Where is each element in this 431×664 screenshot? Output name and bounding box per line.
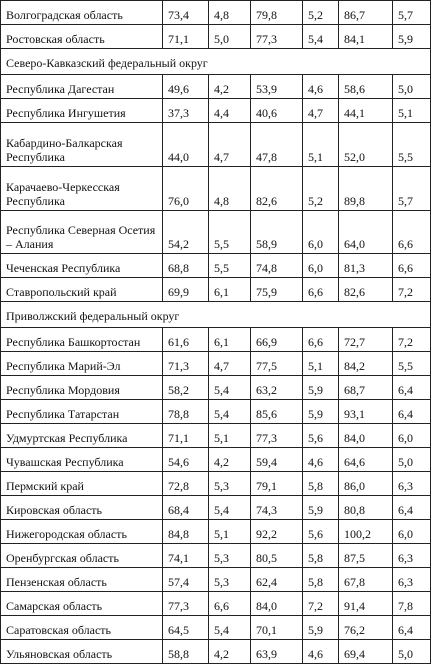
value-cell-5: 100,2 xyxy=(339,520,393,544)
value-cell-5: 84,2 xyxy=(339,352,393,376)
value-cell-5: 69,4 xyxy=(339,640,393,664)
value-cell-2: 6,1 xyxy=(209,278,251,302)
value-cell-4: 4,6 xyxy=(303,75,339,99)
value-cell-6: 7,2 xyxy=(393,278,431,302)
value-cell-5: 58,6 xyxy=(339,75,393,99)
value-cell-3: 77,5 xyxy=(251,352,303,376)
value-cell-5: 64,6 xyxy=(339,448,393,472)
value-cell-4: 6,6 xyxy=(303,278,339,302)
table-row xyxy=(1,424,431,448)
value-cell-5: 87,5 xyxy=(339,544,393,568)
value-cell-2: 4,4 xyxy=(209,99,251,123)
value-cell-3: 82,6 xyxy=(251,167,303,211)
table-row xyxy=(1,75,431,99)
value-cell-6: 5,7 xyxy=(393,1,431,25)
value-cell-6: 6,0 xyxy=(393,520,431,544)
region-name-cell: Ростовская область xyxy=(1,25,163,49)
value-cell-1: 74,1 xyxy=(163,544,209,568)
value-cell-5: 72,7 xyxy=(339,328,393,352)
table-row xyxy=(1,1,431,25)
value-cell-6: 5,0 xyxy=(393,448,431,472)
table-row xyxy=(1,568,431,592)
value-cell-3: 59,4 xyxy=(251,448,303,472)
value-cell-4: 5,4 xyxy=(303,25,339,49)
value-cell-4: 5,1 xyxy=(303,123,339,167)
value-cell-2: 5,0 xyxy=(209,25,251,49)
value-cell-5: 89,8 xyxy=(339,167,393,211)
value-cell-2: 5,4 xyxy=(209,616,251,640)
region-name-cell: Самарская область xyxy=(1,592,163,616)
value-cell-4: 5,6 xyxy=(303,520,339,544)
region-name-cell: Республика Ингушетия xyxy=(1,99,163,123)
region-name-cell: Республика Башкортостан xyxy=(1,328,163,352)
table-row xyxy=(1,167,431,211)
value-cell-6: 6,3 xyxy=(393,568,431,592)
value-cell-3: 80,5 xyxy=(251,544,303,568)
value-cell-6: 6,3 xyxy=(393,472,431,496)
value-cell-2: 4,2 xyxy=(209,75,251,99)
region-name-cell: Ставропольский край xyxy=(1,278,163,302)
value-cell-2: 4,8 xyxy=(209,167,251,211)
value-cell-1: 84,8 xyxy=(163,520,209,544)
value-cell-6: 6,0 xyxy=(393,424,431,448)
value-cell-2: 5,3 xyxy=(209,472,251,496)
table-row xyxy=(1,640,431,664)
value-cell-5: 86,7 xyxy=(339,1,393,25)
value-cell-2: 4,2 xyxy=(209,640,251,664)
region-name-cell: Оренбургская область xyxy=(1,544,163,568)
value-cell-2: 5,1 xyxy=(209,424,251,448)
value-cell-6: 7,2 xyxy=(393,328,431,352)
value-cell-4: 6,6 xyxy=(303,328,339,352)
value-cell-6: 6,4 xyxy=(393,400,431,424)
value-cell-3: 79,1 xyxy=(251,472,303,496)
table-row xyxy=(1,278,431,302)
region-name-cell: Волгоградская область xyxy=(1,1,163,25)
value-cell-1: 72,8 xyxy=(163,472,209,496)
value-cell-4: 5,9 xyxy=(303,400,339,424)
region-name-cell: Республика Татарстан xyxy=(1,400,163,424)
value-cell-2: 4,2 xyxy=(209,448,251,472)
region-name-cell: Чеченская Республика xyxy=(1,254,163,278)
value-cell-2: 5,3 xyxy=(209,544,251,568)
value-cell-1: 68,8 xyxy=(163,254,209,278)
value-cell-6: 5,5 xyxy=(393,352,431,376)
value-cell-5: 64,0 xyxy=(339,211,393,254)
value-cell-4: 4,6 xyxy=(303,448,339,472)
value-cell-3: 85,6 xyxy=(251,400,303,424)
table-row xyxy=(1,472,431,496)
region-name-cell: Чувашская Республика xyxy=(1,448,163,472)
region-name-cell: Ульяновская область xyxy=(1,640,163,664)
value-cell-4: 5,2 xyxy=(303,1,339,25)
value-cell-2: 5,5 xyxy=(209,211,251,254)
value-cell-1: 77,3 xyxy=(163,592,209,616)
value-cell-5: 67,8 xyxy=(339,568,393,592)
region-name-cell: Республика Мордовия xyxy=(1,376,163,400)
value-cell-3: 66,9 xyxy=(251,328,303,352)
region-name-cell: Саратовская область xyxy=(1,616,163,640)
value-cell-4: 5,8 xyxy=(303,568,339,592)
region-name-cell: Пензенская область xyxy=(1,568,163,592)
table-row xyxy=(1,254,431,278)
region-name-cell: Кабардино-Балкарская Республика xyxy=(1,123,163,167)
region-name-cell: Республика Марий-Эл xyxy=(1,352,163,376)
value-cell-5: 68,7 xyxy=(339,376,393,400)
value-cell-2: 6,1 xyxy=(209,328,251,352)
table-row xyxy=(1,448,431,472)
value-cell-2: 6,6 xyxy=(209,592,251,616)
value-cell-1: 78,8 xyxy=(163,400,209,424)
value-cell-3: 53,9 xyxy=(251,75,303,99)
region-name-cell: Кировская область xyxy=(1,496,163,520)
value-cell-1: 54,2 xyxy=(163,211,209,254)
value-cell-5: 76,2 xyxy=(339,616,393,640)
region-name-cell: Карачаево-Черкесская Республика xyxy=(1,167,163,211)
table-row xyxy=(1,616,431,640)
value-cell-2: 5,5 xyxy=(209,254,251,278)
value-cell-2: 5,4 xyxy=(209,400,251,424)
region-name-cell: Удмуртская Республика xyxy=(1,424,163,448)
value-cell-1: 71,3 xyxy=(163,352,209,376)
value-cell-5: 91,4 xyxy=(339,592,393,616)
table-body xyxy=(1,1,431,664)
value-cell-4: 5,2 xyxy=(303,167,339,211)
value-cell-3: 77,3 xyxy=(251,424,303,448)
table-row xyxy=(1,592,431,616)
value-cell-5: 44,1 xyxy=(339,99,393,123)
value-cell-1: 71,1 xyxy=(163,25,209,49)
region-name-cell: Республика Северная Осетия – Алания xyxy=(1,211,163,254)
value-cell-4: 5,9 xyxy=(303,376,339,400)
value-cell-6: 5,9 xyxy=(393,25,431,49)
value-cell-5: 82,6 xyxy=(339,278,393,302)
table-row xyxy=(1,328,431,352)
value-cell-3: 84,0 xyxy=(251,592,303,616)
table-row xyxy=(1,400,431,424)
table-row xyxy=(1,376,431,400)
value-cell-3: 79,8 xyxy=(251,1,303,25)
value-cell-1: 69,9 xyxy=(163,278,209,302)
value-cell-1: 68,4 xyxy=(163,496,209,520)
value-cell-6: 6,6 xyxy=(393,254,431,278)
value-cell-4: 4,6 xyxy=(303,640,339,664)
value-cell-6: 5,1 xyxy=(393,99,431,123)
table-row xyxy=(1,496,431,520)
value-cell-1: 54,6 xyxy=(163,448,209,472)
value-cell-6: 6,3 xyxy=(393,544,431,568)
table-row xyxy=(1,99,431,123)
region-name-cell: Пермский край xyxy=(1,472,163,496)
value-cell-4: 7,2 xyxy=(303,592,339,616)
section-header-row xyxy=(1,302,431,328)
value-cell-2: 5,4 xyxy=(209,376,251,400)
value-cell-6: 5,5 xyxy=(393,123,431,167)
value-cell-2: 4,7 xyxy=(209,123,251,167)
value-cell-1: 58,8 xyxy=(163,640,209,664)
value-cell-4: 5,9 xyxy=(303,616,339,640)
value-cell-1: 61,6 xyxy=(163,328,209,352)
value-cell-3: 74,3 xyxy=(251,496,303,520)
value-cell-2: 4,7 xyxy=(209,352,251,376)
table-row xyxy=(1,25,431,49)
value-cell-2: 5,1 xyxy=(209,520,251,544)
table-row xyxy=(1,544,431,568)
table-row xyxy=(1,123,431,167)
region-name-cell: Нижегородская область xyxy=(1,520,163,544)
section-title: Приволжский федеральный округ xyxy=(1,302,431,328)
value-cell-1: 44,0 xyxy=(163,123,209,167)
value-cell-6: 7,8 xyxy=(393,592,431,616)
value-cell-1: 57,4 xyxy=(163,568,209,592)
value-cell-1: 76,0 xyxy=(163,167,209,211)
table-row xyxy=(1,520,431,544)
table-row xyxy=(1,211,431,254)
value-cell-6: 5,0 xyxy=(393,75,431,99)
region-name-cell: Республика Дагестан xyxy=(1,75,163,99)
value-cell-1: 58,2 xyxy=(163,376,209,400)
value-cell-1: 73,4 xyxy=(163,1,209,25)
value-cell-4: 6,0 xyxy=(303,254,339,278)
value-cell-1: 37,3 xyxy=(163,99,209,123)
section-title: Северо-Кавказский федеральный округ xyxy=(1,49,431,75)
value-cell-5: 80,8 xyxy=(339,496,393,520)
value-cell-4: 5,8 xyxy=(303,472,339,496)
value-cell-6: 5,7 xyxy=(393,167,431,211)
value-cell-3: 74,8 xyxy=(251,254,303,278)
value-cell-6: 6,4 xyxy=(393,376,431,400)
value-cell-3: 77,3 xyxy=(251,25,303,49)
value-cell-4: 5,1 xyxy=(303,352,339,376)
value-cell-3: 58,9 xyxy=(251,211,303,254)
value-cell-4: 4,7 xyxy=(303,99,339,123)
value-cell-3: 63,9 xyxy=(251,640,303,664)
value-cell-5: 86,0 xyxy=(339,472,393,496)
value-cell-3: 63,2 xyxy=(251,376,303,400)
value-cell-3: 62,4 xyxy=(251,568,303,592)
value-cell-5: 93,1 xyxy=(339,400,393,424)
value-cell-2: 5,4 xyxy=(209,496,251,520)
value-cell-4: 6,0 xyxy=(303,211,339,254)
table-row xyxy=(1,352,431,376)
value-cell-2: 4,8 xyxy=(209,1,251,25)
value-cell-3: 47,8 xyxy=(251,123,303,167)
value-cell-1: 64,5 xyxy=(163,616,209,640)
value-cell-2: 5,3 xyxy=(209,568,251,592)
value-cell-1: 71,1 xyxy=(163,424,209,448)
value-cell-5: 84,1 xyxy=(339,25,393,49)
value-cell-4: 5,9 xyxy=(303,496,339,520)
value-cell-5: 84,0 xyxy=(339,424,393,448)
value-cell-6: 6,4 xyxy=(393,496,431,520)
value-cell-3: 40,6 xyxy=(251,99,303,123)
value-cell-5: 81,3 xyxy=(339,254,393,278)
value-cell-6: 5,0 xyxy=(393,640,431,664)
value-cell-3: 75,9 xyxy=(251,278,303,302)
value-cell-6: 6,4 xyxy=(393,616,431,640)
value-cell-3: 70,1 xyxy=(251,616,303,640)
section-header-row xyxy=(1,49,431,75)
value-cell-4: 5,8 xyxy=(303,544,339,568)
value-cell-6: 6,6 xyxy=(393,211,431,254)
value-cell-1: 49,6 xyxy=(163,75,209,99)
value-cell-4: 5,6 xyxy=(303,424,339,448)
value-cell-3: 92,2 xyxy=(251,520,303,544)
value-cell-5: 52,0 xyxy=(339,123,393,167)
